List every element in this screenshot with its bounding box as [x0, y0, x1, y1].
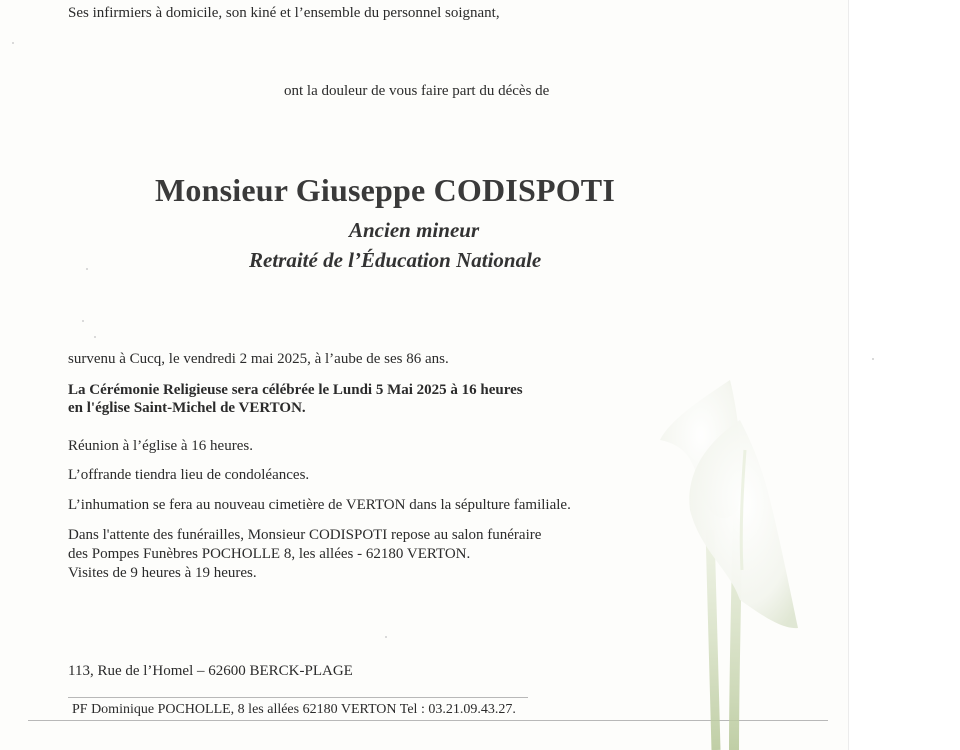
- rest-line-1: Dans l'attente des funérailles, Monsieur CODISPOTI repose au salon funéraire: [68, 527, 542, 543]
- paper-speck: [86, 268, 88, 270]
- family-address: 113, Rue de l’Homel – 62600 BERCK-PLAGE: [68, 663, 353, 679]
- calla-lily-icon: [630, 360, 830, 750]
- death-details: survenu à Cucq, le vendredi 2 mai 2025, à l’aube de ses 86 ans.: [68, 351, 449, 367]
- paper-speck: [872, 358, 874, 360]
- ceremony-line-2: en l'église Saint-Michel de VERTON.: [68, 400, 306, 416]
- burial-info: L’inhumation se fera au nouveau cimetière de VERTON dans la sépulture familiale.: [68, 497, 571, 513]
- paper-speck: [12, 42, 14, 44]
- visiting-hours: Visites de 9 heures à 19 heures.: [68, 565, 257, 581]
- ceremony-line-1: La Cérémonie Religieuse sera célébrée le Lundi 5 Mai 2025 à 16 heures: [68, 382, 523, 398]
- rest-line-2: des Pompes Funèbres POCHOLLE 8, les allées - 62180 VERTON.: [68, 546, 471, 562]
- paper-speck: [82, 320, 84, 322]
- paper-speck: [94, 336, 96, 338]
- deceased-name: Monsieur Giuseppe CODISPOTI: [155, 172, 615, 208]
- intro-line-1: Ses infirmiers à domicile, son kiné et l’ensemble du personnel soignant,: [68, 5, 500, 21]
- meeting-info: Réunion à l’église à 16 heures.: [68, 438, 253, 454]
- page-margin-strip: [848, 0, 960, 750]
- deceased-title-1: Ancien mineur: [349, 218, 480, 242]
- intro-line-2: ont la douleur de vous faire part du décès de: [284, 83, 550, 99]
- paper-speck: [385, 636, 387, 638]
- deceased-title-2: Retraité de l’Éducation Nationale: [249, 248, 542, 272]
- stem-left: [710, 530, 716, 750]
- footer-divider-top: [68, 697, 528, 698]
- offering-info: L’offrande tiendra lieu de condoléances.: [68, 467, 310, 483]
- funeral-home-footer: PF Dominique POCHOLLE, 8 les allées 62180 VERTON Tel : 03.21.09.43.27.: [72, 702, 516, 717]
